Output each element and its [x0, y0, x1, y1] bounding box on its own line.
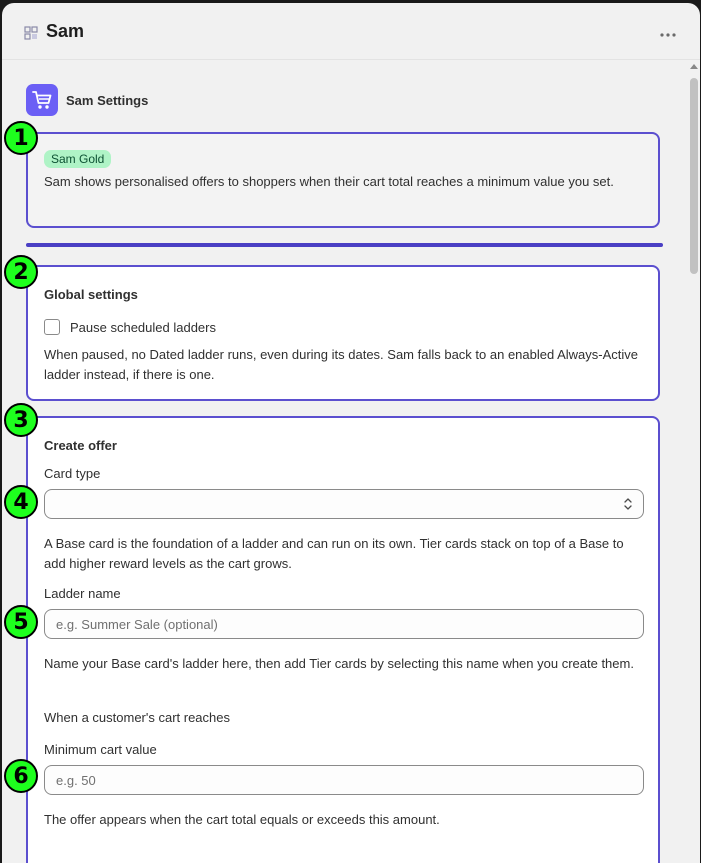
app-window — [2, 3, 700, 863]
trigger-heading: When a customer's cart reaches — [44, 710, 230, 725]
window-title: Sam — [46, 21, 85, 41]
min-cart-help: The offer appears when the cart total equals or exceeds this amount. — [44, 812, 440, 827]
window-titlebar — [2, 3, 700, 60]
plan-badge: Sam Gold — [44, 150, 111, 168]
create-offer-title: Create offer — [44, 438, 117, 453]
cart-icon — [26, 84, 58, 116]
pause-ladders-option[interactable] — [44, 319, 216, 335]
global-settings-title: Global settings — [44, 287, 138, 302]
card-type-label: Card type — [44, 466, 101, 481]
ladder-name-input[interactable] — [44, 609, 644, 639]
card-type-select[interactable] — [44, 489, 644, 519]
settings-header — [26, 84, 148, 116]
pause-help-text: When paused, no Dated ladder runs, even during its dates. Sam falls back to an enabled Always-Active ladder instead, if there is one. — [44, 347, 639, 382]
annotation-marker-1: 1 — [4, 121, 38, 155]
annotation-marker-5: 5 — [4, 605, 38, 639]
annotation-marker-2: 2 — [4, 255, 38, 289]
section-divider — [26, 243, 663, 247]
pause-ladders-checkbox[interactable] — [44, 319, 60, 335]
ladder-name-label: Ladder name — [44, 586, 121, 601]
annotation-marker-4: 4 — [4, 485, 38, 519]
intro-card — [26, 132, 660, 228]
vertical-scrollbar[interactable] — [688, 60, 700, 860]
scroll-up-arrow-icon[interactable] — [690, 64, 698, 69]
annotation-marker-3: 3 — [4, 403, 38, 437]
intro-description: Sam shows personalised offers to shoppers when their cart total reaches a minimum value you set. — [44, 174, 614, 189]
select-chevron-icon — [623, 497, 633, 511]
min-cart-input[interactable] — [44, 765, 644, 795]
min-cart-label: Minimum cart value — [44, 742, 157, 757]
scrollbar-thumb[interactable] — [690, 78, 698, 274]
more-horizontal-icon — [660, 24, 676, 42]
annotation-marker-6: 6 — [4, 759, 38, 793]
global-settings-card — [26, 265, 660, 401]
pause-ladders-label[interactable]: Pause scheduled ladders — [70, 319, 216, 335]
app-blocks-icon — [24, 26, 38, 40]
card-type-help: A Base card is the foundation of a ladder and can run on its own. Tier cards stack on top of a Base to add higher reward levels as the cart grows. — [44, 536, 624, 571]
more-options-button[interactable] — [656, 21, 680, 45]
create-offer-card — [26, 416, 660, 863]
settings-title: Sam Settings — [66, 92, 149, 108]
ladder-name-help: Name your Base card's ladder here, then add Tier cards by selecting this name when you create them. — [44, 656, 634, 671]
